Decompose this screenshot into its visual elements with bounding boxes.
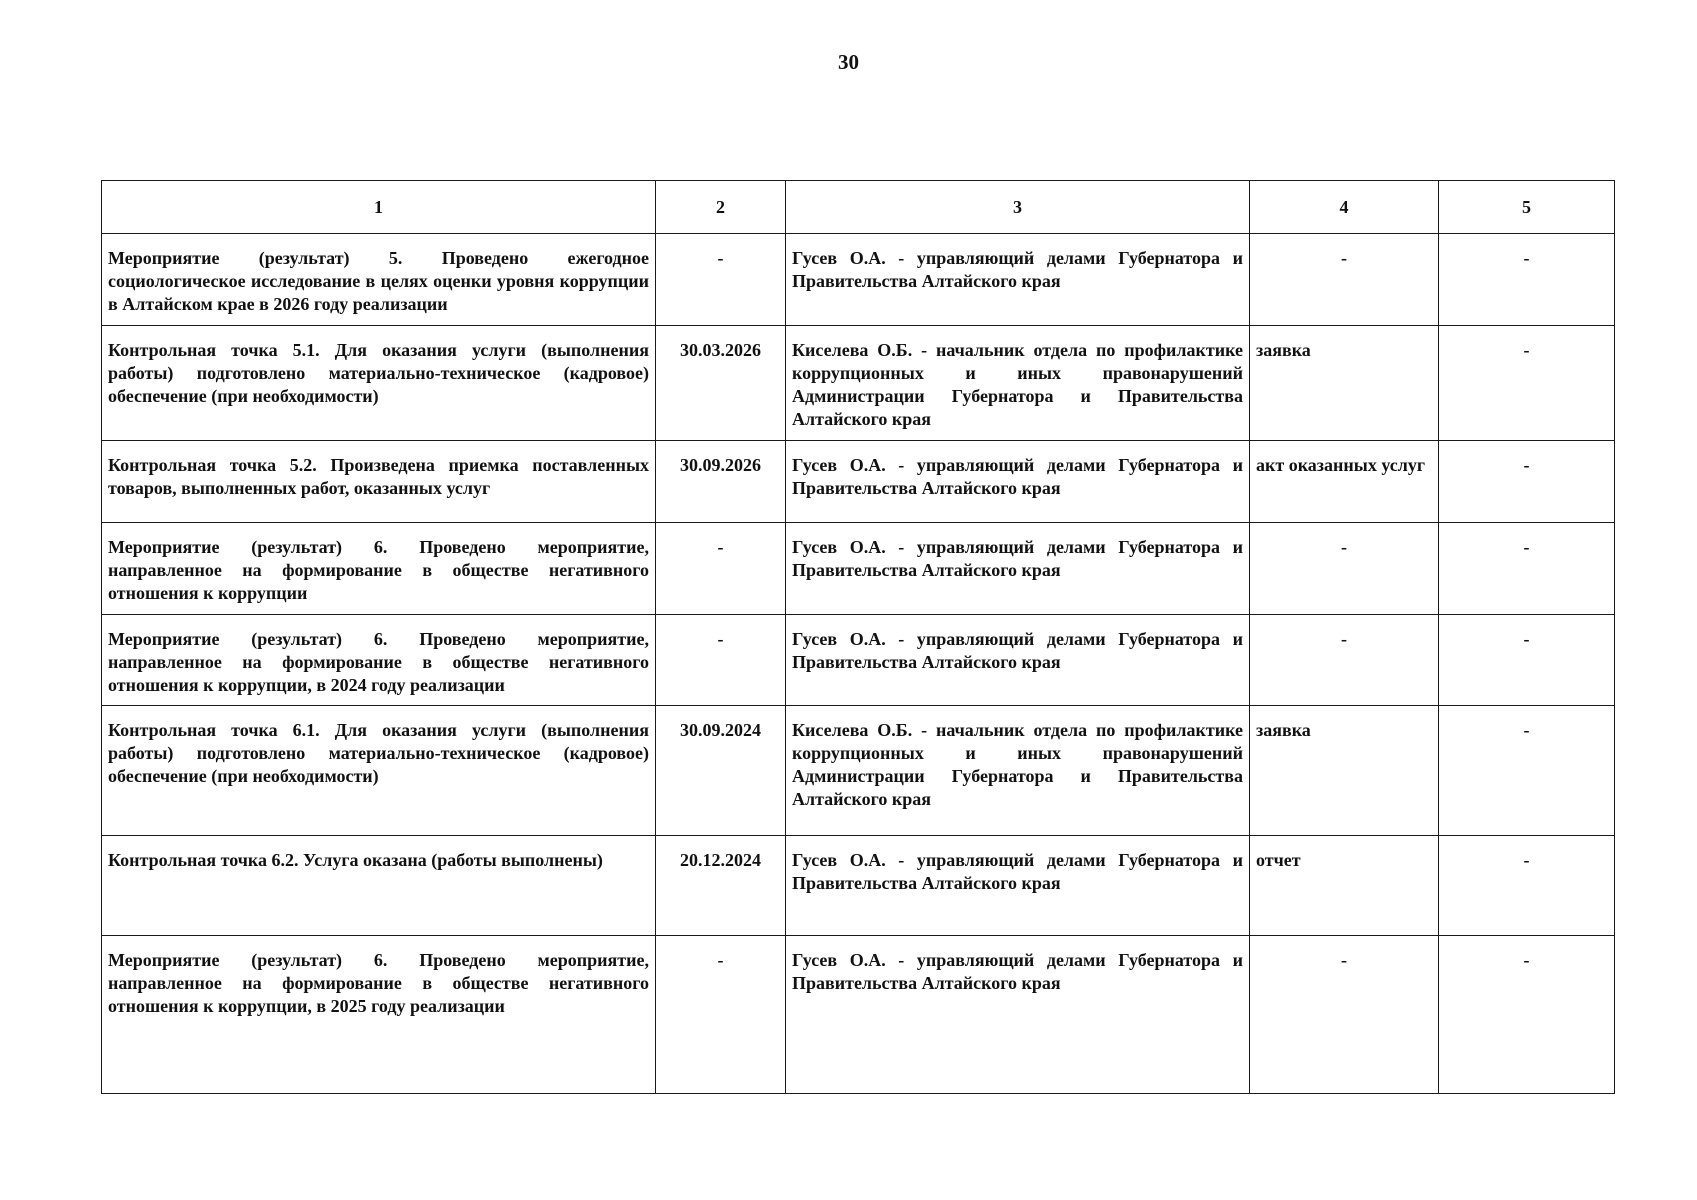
cell-responsible: Гусев О.А. - управляющий делами Губернатора и Правительства Алтайского края [786,836,1250,936]
header-cell-4: 4 [1250,181,1439,234]
cell-event: Контрольная точка 5.1. Для оказания услуги (выполнения работы) подготовлено материально-техническое (кадровое) обеспечение (при необходимости) [102,326,656,441]
cell-event: Контрольная точка 5.2. Произведена приемка поставленных товаров, выполненных работ, оказанных услуг [102,441,656,523]
cell-document: отчет [1250,836,1439,936]
cell-document: - [1250,615,1439,706]
cell-document: акт оказанных услуг [1250,441,1439,523]
cell-date: - [656,615,786,706]
cell-date: - [656,234,786,326]
cell-responsible: Киселева О.Б. - начальник отдела по профилактике коррупционных и иных правонарушений Администрации Губернатора и Правительства Алтайского края [786,706,1250,836]
cell-date: 30.09.2024 [656,706,786,836]
document-table [101,180,1615,1094]
cell-document: заявка [1250,706,1439,836]
header-cell-3: 3 [786,181,1250,234]
cell-column-5: - [1439,234,1615,326]
table-row [102,523,1615,615]
cell-document: - [1250,234,1439,326]
cell-responsible: Гусев О.А. - управляющий делами Губернатора и Правительства Алтайского края [786,936,1250,1094]
cell-responsible: Киселева О.Б. - начальник отдела по профилактике коррупционных и иных правонарушений Администрации Губернатора и Правительства Алтайского края [786,326,1250,441]
table-row [102,706,1615,836]
cell-column-5: - [1439,615,1615,706]
table-row [102,836,1615,936]
cell-responsible: Гусев О.А. - управляющий делами Губернатора и Правительства Алтайского края [786,234,1250,326]
table-header-row [102,181,1615,234]
cell-document: заявка [1250,326,1439,441]
cell-event: Мероприятие (результат) 6. Проведено мероприятие, направленное на формирование в обществе негативного отношения к коррупции [102,523,656,615]
cell-event: Мероприятие (результат) 5. Проведено ежегодное социологическое исследование в целях оценки уровня коррупции в Алтайском крае в 2026 году реализации [102,234,656,326]
cell-document: - [1250,523,1439,615]
table-row [102,936,1615,1094]
cell-responsible: Гусев О.А. - управляющий делами Губернатора и Правительства Алтайского края [786,441,1250,523]
cell-date: 20.12.2024 [656,836,786,936]
table-row [102,234,1615,326]
table-row [102,326,1615,441]
cell-responsible: Гусев О.А. - управляющий делами Губернатора и Правительства Алтайского края [786,615,1250,706]
cell-column-5: - [1439,523,1615,615]
cell-column-5: - [1439,326,1615,441]
cell-column-5: - [1439,441,1615,523]
page-number: 30 [838,50,859,74]
cell-date: 30.03.2026 [656,326,786,441]
cell-date: - [656,523,786,615]
cell-column-5: - [1439,936,1615,1094]
table-row [102,615,1615,706]
cell-event: Мероприятие (результат) 6. Проведено мероприятие, направленное на формирование в обществе негативного отношения к коррупции, в 2024 году реализации [102,615,656,706]
header-cell-2: 2 [656,181,786,234]
cell-column-5: - [1439,836,1615,936]
cell-event: Мероприятие (результат) 6. Проведено мероприятие, направленное на формирование в обществе негативного отношения к коррупции, в 2025 году реализации [102,936,656,1094]
cell-column-5: - [1439,706,1615,836]
cell-event: Контрольная точка 6.2. Услуга оказана (работы выполнены) [102,836,656,936]
table-row [102,441,1615,523]
cell-event: Контрольная точка 6.1. Для оказания услуги (выполнения работы) подготовлено материально-техническое (кадровое) обеспечение (при необходимости) [102,706,656,836]
cell-date: - [656,936,786,1094]
cell-document: - [1250,936,1439,1094]
cell-responsible: Гусев О.А. - управляющий делами Губернатора и Правительства Алтайского края [786,523,1250,615]
header-cell-1: 1 [102,181,656,234]
header-cell-5: 5 [1439,181,1615,234]
cell-date: 30.09.2026 [656,441,786,523]
